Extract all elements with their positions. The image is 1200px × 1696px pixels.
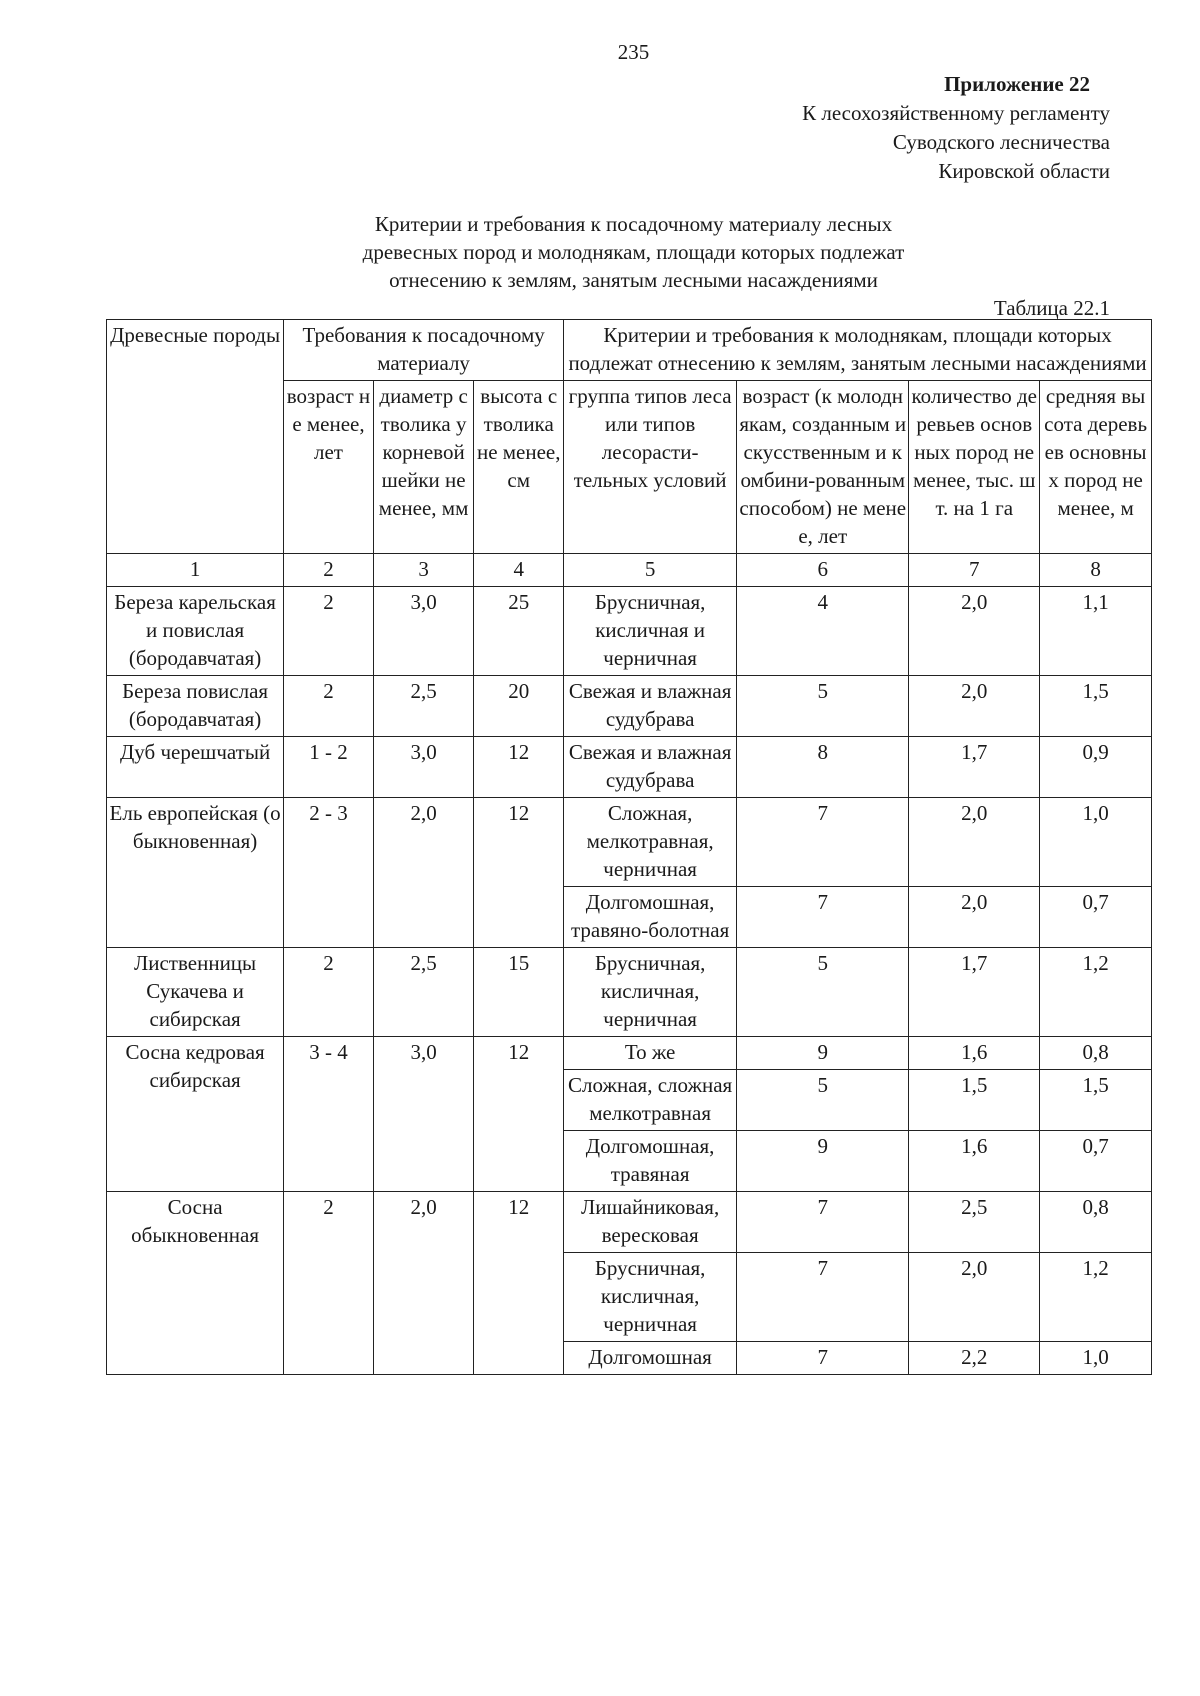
cell-tree-count: 2,0 [909, 798, 1040, 887]
header-sub-age: возраст не менее, лет [284, 381, 374, 554]
cell-planting-diameter: 2,0 [373, 1192, 474, 1375]
cell-tree-count: 2,2 [909, 1342, 1040, 1375]
cell-tree-count: 2,0 [909, 1253, 1040, 1342]
column-number: 4 [474, 554, 564, 587]
cell-planting-height: 15 [474, 948, 564, 1037]
table-row [107, 798, 1152, 887]
cell-species: Береза повислая (бородавчатая) [107, 676, 284, 737]
table-number: Таблица 22.1 [993, 296, 1110, 320]
cell-avg-height: 0,9 [1040, 737, 1152, 798]
cell-min-age: 8 [737, 737, 909, 798]
cell-forest-type: Брусничная, кисличная, черничная [564, 1253, 737, 1342]
cell-min-age: 5 [737, 1070, 909, 1131]
cell-planting-age: 2 [284, 948, 374, 1037]
cell-species: Дуб черешчатый [107, 737, 284, 798]
cell-planting-diameter: 3,0 [373, 737, 474, 798]
header-planting-requirements: Требования к посадочному материалу [284, 320, 564, 381]
cell-planting-height: 20 [474, 676, 564, 737]
appendix-line-3: Кировской области [938, 159, 1110, 183]
column-numbers-row [107, 554, 1152, 587]
table-row [107, 587, 1152, 676]
cell-avg-height: 1,0 [1040, 1342, 1152, 1375]
header-sub-tree-count: количество деревьев основных пород не менее, тыс. шт. на 1 га [909, 381, 1040, 554]
column-number: 7 [909, 554, 1040, 587]
cell-tree-count: 2,0 [909, 587, 1040, 676]
cell-tree-count: 1,7 [909, 737, 1040, 798]
cell-tree-count: 2,0 [909, 676, 1040, 737]
cell-avg-height: 0,7 [1040, 887, 1152, 948]
appendix-line-2: Суводского лесничества [892, 130, 1110, 154]
header-sub-min-age: возраст (к молоднякам, созданным искусственным и комбини-рованным способом) не менее, лет [737, 381, 909, 554]
cell-min-age: 4 [737, 587, 909, 676]
cell-forest-type: Свежая и влажная судубрава [564, 676, 737, 737]
cell-forest-type: Долгомошная, травяная [564, 1131, 737, 1192]
cell-forest-type: Лишайниковая, вересковая [564, 1192, 737, 1253]
cell-planting-age: 2 [284, 587, 374, 676]
cell-species: Ель европейская (обыкновенная) [107, 798, 284, 948]
column-number: 8 [1040, 554, 1152, 587]
cell-tree-count: 1,6 [909, 1037, 1040, 1070]
header-sub-height: высота стволика не менее, см [474, 381, 564, 554]
table-row [107, 676, 1152, 737]
cell-min-age: 9 [737, 1131, 909, 1192]
cell-planting-height: 12 [474, 1037, 564, 1192]
cell-min-age: 7 [737, 798, 909, 887]
cell-min-age: 7 [737, 887, 909, 948]
cell-planting-diameter: 3,0 [373, 587, 474, 676]
cell-species: Береза карельская и повислая (бородавчатая) [107, 587, 284, 676]
cell-min-age: 7 [737, 1192, 909, 1253]
cell-min-age: 5 [737, 948, 909, 1037]
header-young-stand-criteria: Критерии и требования к молоднякам, площади которых подлежат отнесению к землям, занятым лесными насаждениями [564, 320, 1152, 381]
table-row [107, 737, 1152, 798]
cell-avg-height: 1,5 [1040, 676, 1152, 737]
column-number: 2 [284, 554, 374, 587]
cell-planting-age: 2 - 3 [284, 798, 374, 948]
cell-avg-height: 1,0 [1040, 798, 1152, 887]
table-row [107, 948, 1152, 1037]
cell-planting-age: 1 - 2 [284, 737, 374, 798]
table-row [107, 1037, 1152, 1070]
cell-planting-age: 2 [284, 676, 374, 737]
column-number: 1 [107, 554, 284, 587]
table-header [107, 320, 1152, 587]
cell-tree-count: 1,6 [909, 1131, 1040, 1192]
cell-min-age: 7 [737, 1253, 909, 1342]
cell-forest-type: Долгомошная, травяно-болотная [564, 887, 737, 948]
appendix-label: Приложение 22 [944, 72, 1090, 96]
cell-planting-diameter: 2,0 [373, 798, 474, 948]
page-number: 235 [617, 40, 650, 64]
cell-avg-height: 0,8 [1040, 1192, 1152, 1253]
cell-planting-height: 12 [474, 737, 564, 798]
cell-planting-diameter: 2,5 [373, 948, 474, 1037]
cell-planting-diameter: 3,0 [373, 1037, 474, 1192]
title-line-3: отнесению к землям, занятым лесными насаждениями [389, 268, 878, 292]
column-number: 6 [737, 554, 909, 587]
cell-planting-height: 25 [474, 587, 564, 676]
header-sub-diameter: диаметр стволика у корневой шейки не менее, мм [373, 381, 474, 554]
cell-forest-type: То же [564, 1037, 737, 1070]
header-row-1 [107, 320, 1152, 381]
title-line-2: древесных пород и молоднякам, площади которых подлежат [362, 240, 905, 264]
table-body [107, 587, 1152, 1375]
cell-forest-type: Долгомошная [564, 1342, 737, 1375]
cell-species: Лиственницы Сукачева и сибирская [107, 948, 284, 1037]
requirements-table [106, 319, 1152, 1375]
cell-avg-height: 1,2 [1040, 948, 1152, 1037]
cell-avg-height: 1,1 [1040, 587, 1152, 676]
cell-forest-type: Сложная, сложная мелкотравная [564, 1070, 737, 1131]
cell-species: Сосна кедровая сибирская [107, 1037, 284, 1192]
cell-forest-type: Свежая и влажная судубрава [564, 737, 737, 798]
cell-tree-count: 1,5 [909, 1070, 1040, 1131]
cell-planting-diameter: 2,5 [373, 676, 474, 737]
header-sub-forest-type: группа типов леса или типов лесорасти-тельных условий [564, 381, 737, 554]
cell-forest-type: Брусничная, кисличная и черничная [564, 587, 737, 676]
column-number: 3 [373, 554, 474, 587]
cell-planting-height: 12 [474, 1192, 564, 1375]
cell-avg-height: 0,7 [1040, 1131, 1152, 1192]
cell-min-age: 5 [737, 676, 909, 737]
cell-avg-height: 1,5 [1040, 1070, 1152, 1131]
cell-min-age: 9 [737, 1037, 909, 1070]
header-sub-avg-height: средняя высота деревьев основных пород не менее, м [1040, 381, 1152, 554]
cell-tree-count: 1,7 [909, 948, 1040, 1037]
cell-planting-height: 12 [474, 798, 564, 948]
table-row [107, 1192, 1152, 1253]
cell-tree-count: 2,0 [909, 887, 1040, 948]
cell-forest-type: Сложная, мелкотравная, черничная [564, 798, 737, 887]
title-line-1: Критерии и требования к посадочному материалу лесных [374, 212, 893, 236]
cell-species: Сосна обыкновенная [107, 1192, 284, 1375]
cell-avg-height: 0,8 [1040, 1037, 1152, 1070]
cell-avg-height: 1,2 [1040, 1253, 1152, 1342]
cell-planting-age: 3 - 4 [284, 1037, 374, 1192]
cell-planting-age: 2 [284, 1192, 374, 1375]
appendix-line-1: К лесохозяйственному регламенту [802, 101, 1110, 125]
document-title [0, 210, 1200, 294]
header-species: Древесные породы [107, 320, 284, 554]
cell-min-age: 7 [737, 1342, 909, 1375]
cell-forest-type: Брусничная, кисличная, черничная [564, 948, 737, 1037]
column-number: 5 [564, 554, 737, 587]
cell-tree-count: 2,5 [909, 1192, 1040, 1253]
appendix-block [802, 70, 1110, 186]
